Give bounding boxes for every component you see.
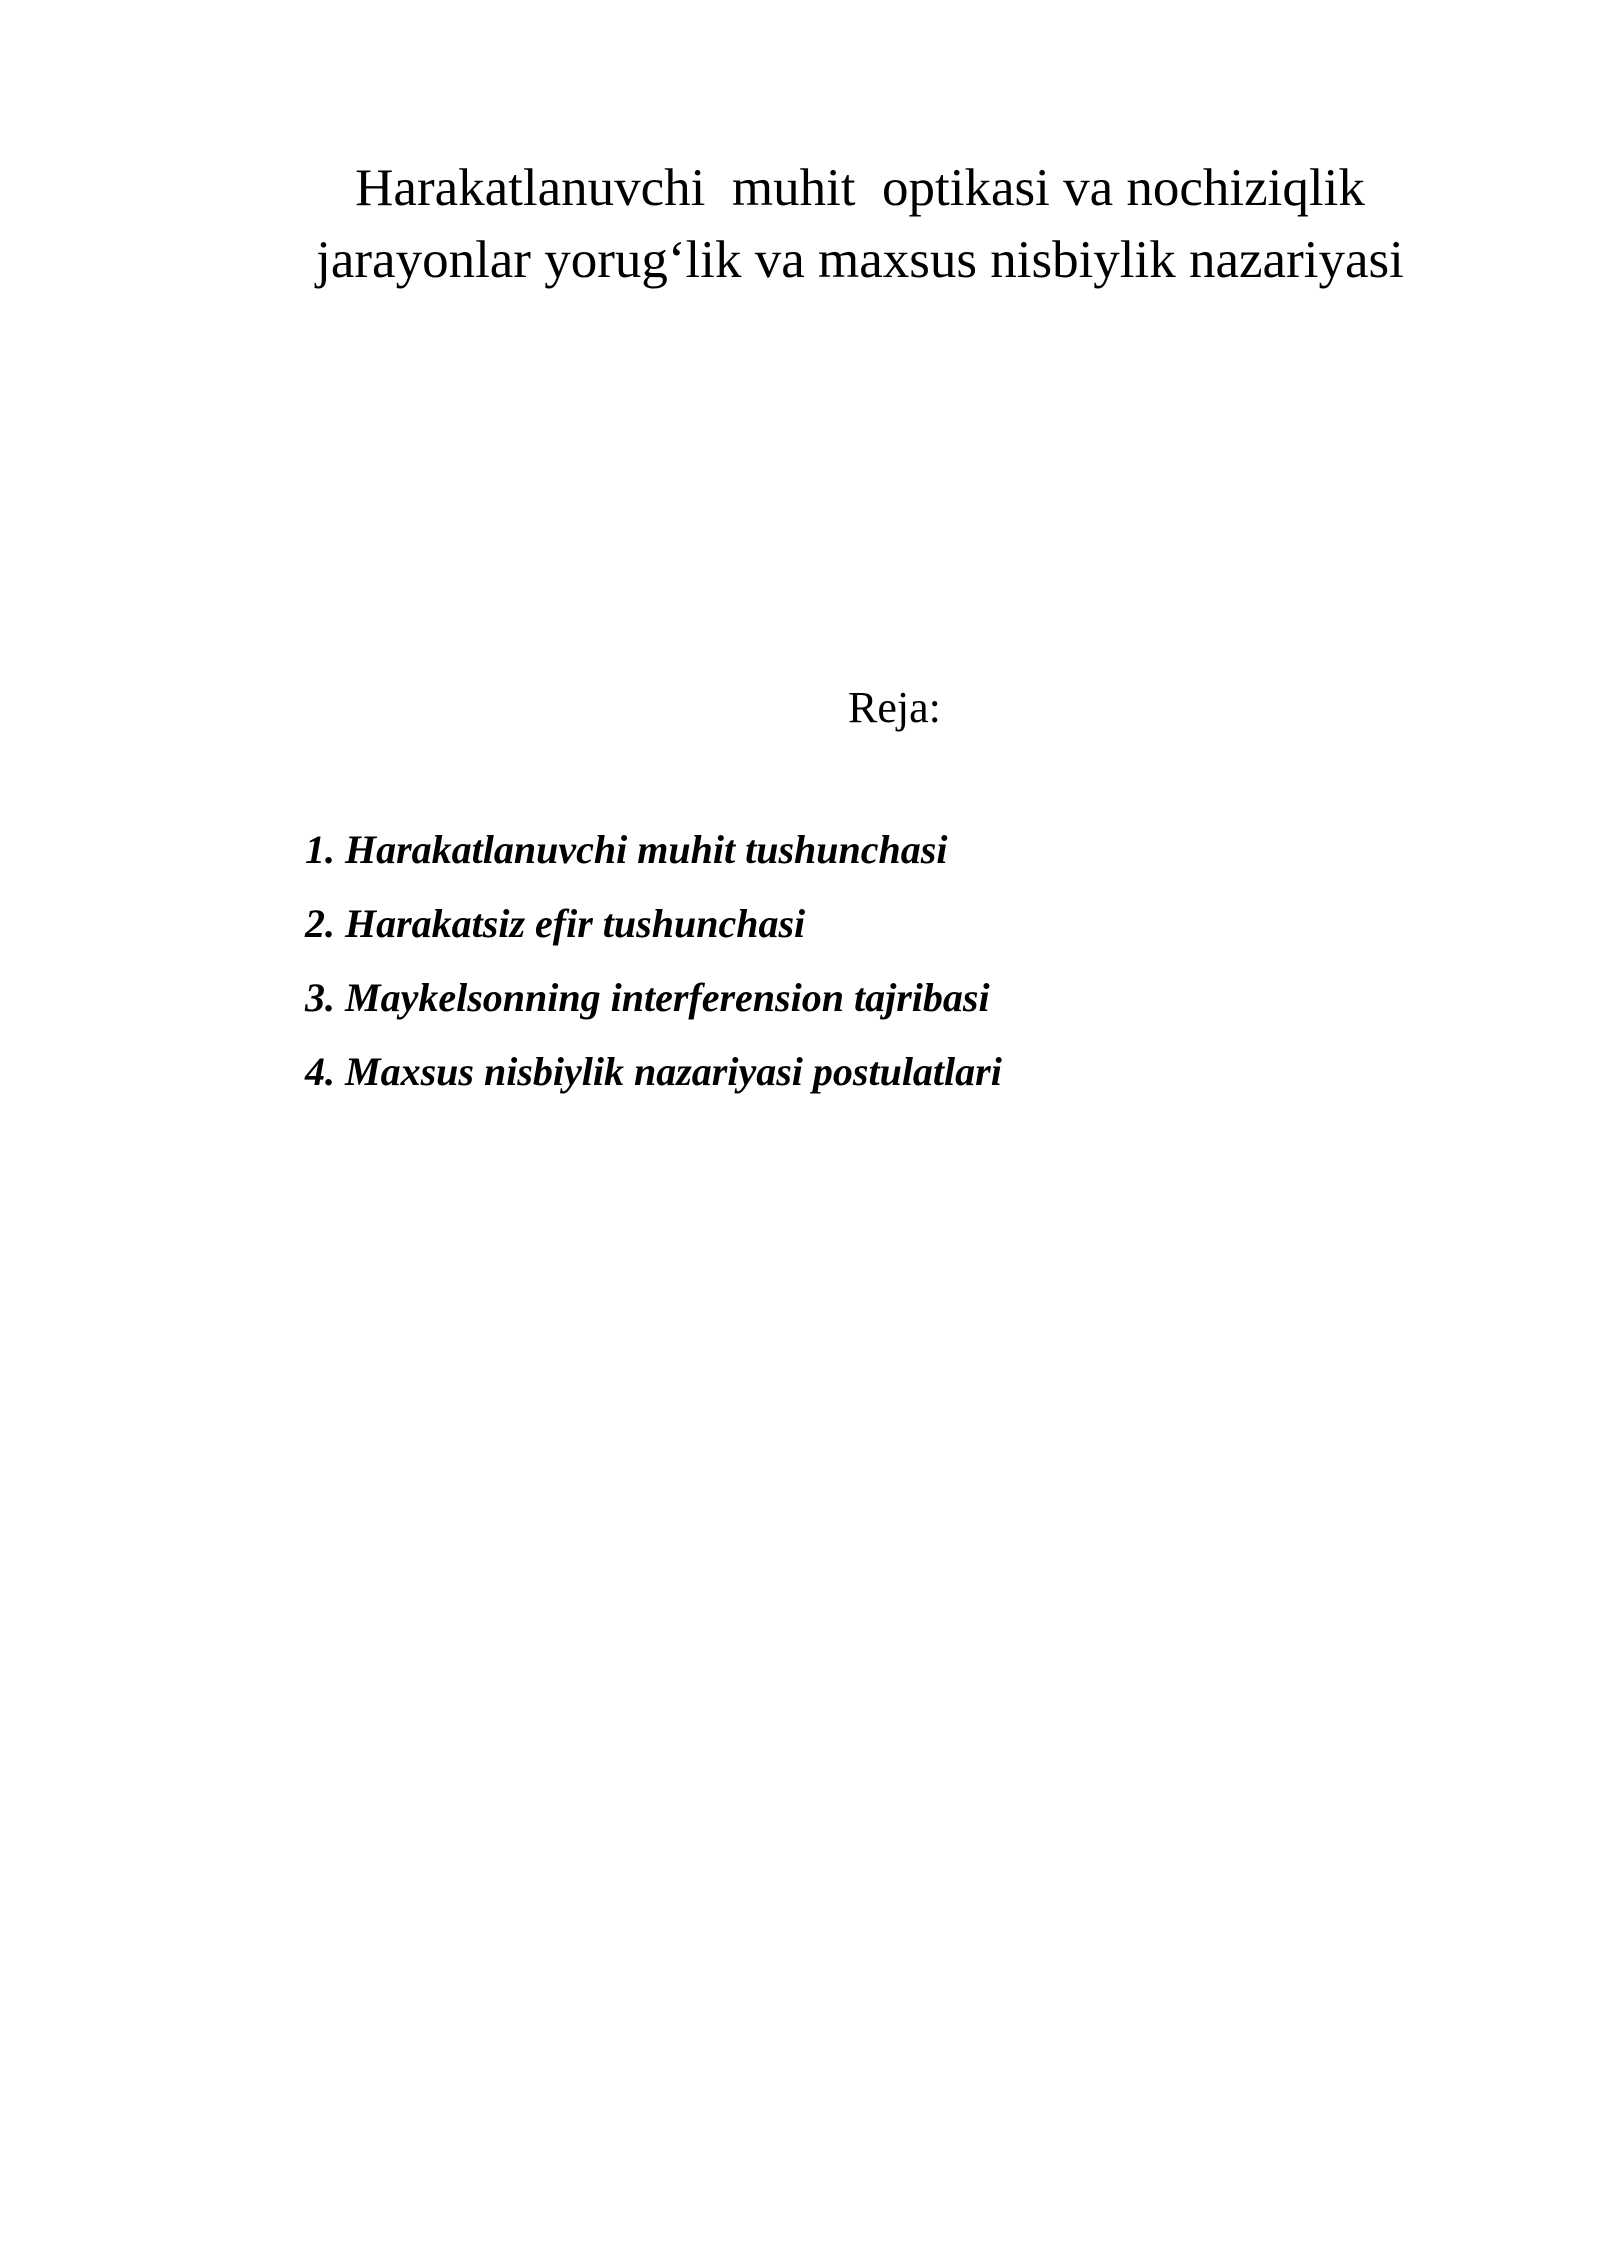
plan-item-3: 3. Maykelsonning interferension tajribasi bbox=[305, 975, 990, 1020]
plan-list bbox=[305, 825, 1002, 1121]
title-line-2: jarayonlar yorug‘lik va maxsus nisbiylik nazariyasi bbox=[316, 231, 1404, 289]
document-title bbox=[200, 152, 1520, 296]
plan-item-2: 2. Harakatsiz efir tushunchasi bbox=[305, 901, 806, 946]
plan-item-4: 4. Maxsus nisbiylik nazariyasi postulatlari bbox=[305, 1049, 1002, 1094]
title-line-1: Harakatlanuvchi muhit optikasi va nochiziqlik bbox=[355, 159, 1365, 217]
plan-item-1: 1. Harakatlanuvchi muhit tushunchasi bbox=[305, 827, 948, 872]
plan-heading: Reja: bbox=[848, 683, 941, 732]
